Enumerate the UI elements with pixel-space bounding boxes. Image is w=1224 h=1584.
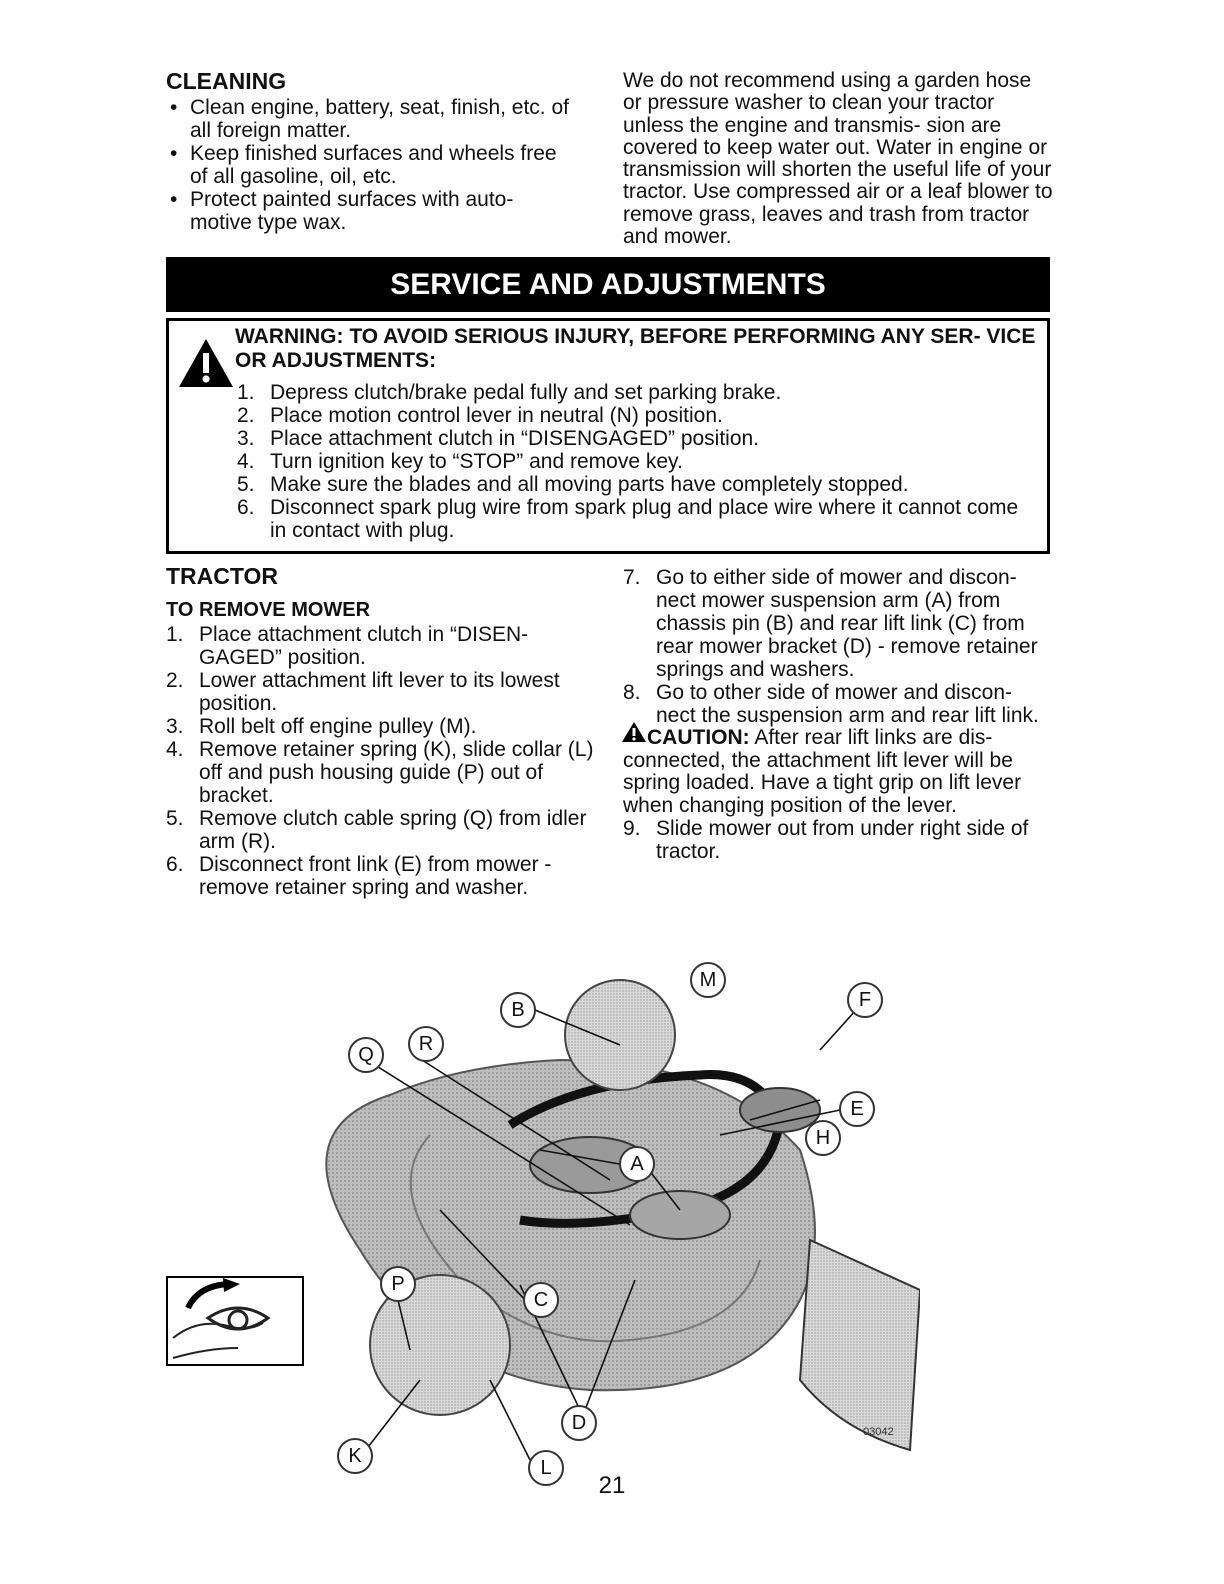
mower-step: 1. Place attachment clutch in “DISEN- GAGED” position. (166, 623, 529, 669)
mower-step: 7. Go to either side of mower and discon- nect mower suspension arm (A) from chassis pin (B) and rear lift link (C) from rear mower bracket (D) - remove retainer springs and washers. (623, 566, 1038, 681)
tractor-right-column (623, 566, 1055, 863)
warning-step: 2. Place motion control lever in neutral (N) position. (237, 404, 723, 427)
warning-step: 1. Depress clutch/brake pedal fully and set parking brake. (237, 381, 782, 404)
final-step (623, 817, 1053, 863)
warning-title: WARNING: TO AVOID SERIOUS INJURY, BEFORE PERFORMING ANY SER- VICE OR ADJUSTMENTS: (235, 325, 1036, 372)
warning-triangle-icon (177, 337, 235, 389)
section-banner: SERVICE AND ADJUSTMENTS (166, 257, 1050, 312)
mower-deck-illustration (160, 960, 920, 1480)
tractor-section (166, 563, 596, 899)
callout-l: L (528, 1450, 564, 1486)
callout-b: B (500, 992, 536, 1028)
mower-step: 8. Go to other side of mower and discon- nect the suspension arm and rear lift link. (623, 681, 1039, 727)
caution-triangle-icon (621, 721, 647, 743)
mower-step: 2. Lower attachment lift lever to its lowest position. (166, 669, 560, 715)
cleaning-bullet: • Protect painted surfaces with auto- motive type wax. (166, 188, 576, 234)
caution-text: After rear lift links are dis- connected, the attachment lift lever will be spring loaded. Have a tight grip on lift lever when changing position of the lever. (623, 726, 1022, 817)
cleaning-heading: CLEANING (166, 68, 287, 94)
remove-mower-steps (166, 623, 594, 899)
mower-step: 6. Disconnect front link (E) from mower - remove retainer spring and washer. (166, 853, 552, 899)
mower-diagram (160, 960, 920, 1480)
hand-removing-spring-icon (168, 1278, 302, 1364)
figure-code: 03042 (863, 1426, 894, 1438)
mower-step: 5. Remove clutch cable spring (Q) from idler arm (R). (166, 807, 587, 853)
warning-step: 6. Disconnect spark plug wire from spark plug and place wire where it cannot come in contact with plug. (237, 496, 1019, 542)
cleaning-section (166, 68, 596, 234)
warning-step: 4. Turn ignition key to “STOP” and remove key. (237, 450, 683, 473)
callout-d: D (561, 1405, 597, 1441)
caution-label: CAUTION: (647, 726, 750, 749)
callout-h: H (805, 1120, 841, 1156)
mower-step: 4. Remove retainer spring (K), slide collar (L) off and push housing guide (P) out of bracket. (166, 738, 594, 807)
callout-e: E (839, 1091, 875, 1127)
mower-step: 3. Roll belt off engine pulley (M). (166, 715, 477, 738)
remove-mower-heading: TO REMOVE MOWER (166, 599, 371, 621)
callout-a: A (619, 1146, 655, 1182)
callout-r: R (408, 1026, 444, 1062)
tractor-heading: TRACTOR (166, 563, 279, 589)
cleaning-note: We do not recommend using a garden hose or pressure washer to clean your tractor unless the engine and transmis- sion are covered to keep water out. Water in engine or transmission will shorten the useful life of your tractor. Use compressed air or a leaf blower to remove grass, leaves and trash from tractor and mower. (623, 69, 1053, 249)
callout-c: C (523, 1282, 559, 1318)
cleaning-list (166, 96, 576, 234)
retainer-spring-inset (166, 1276, 304, 1366)
mower-step: 9. Slide mower out from under right side of tractor. (623, 817, 1029, 863)
warning-step: 5. Make sure the blades and all moving parts have completely stopped. (237, 473, 909, 496)
callout-q: Q (348, 1037, 384, 1073)
callout-m: M (690, 962, 726, 998)
warning-step: 3. Place attachment clutch in “DISENGAGED” position. (237, 427, 760, 450)
cleaning-bullet: • Keep finished surfaces and wheels free of all gasoline, oil, etc. (166, 142, 576, 188)
page-number: 21 (598, 1472, 626, 1499)
callout-p: P (380, 1266, 416, 1302)
warning-box (166, 318, 1050, 554)
warning-steps (237, 381, 1037, 542)
callout-f: F (847, 982, 883, 1018)
callout-k: K (337, 1438, 373, 1474)
cleaning-bullet: • Clean engine, battery, seat, finish, etc. of all foreign matter. (166, 96, 576, 142)
remove-mower-steps-continued (623, 566, 1053, 727)
caution-note (623, 727, 1055, 817)
